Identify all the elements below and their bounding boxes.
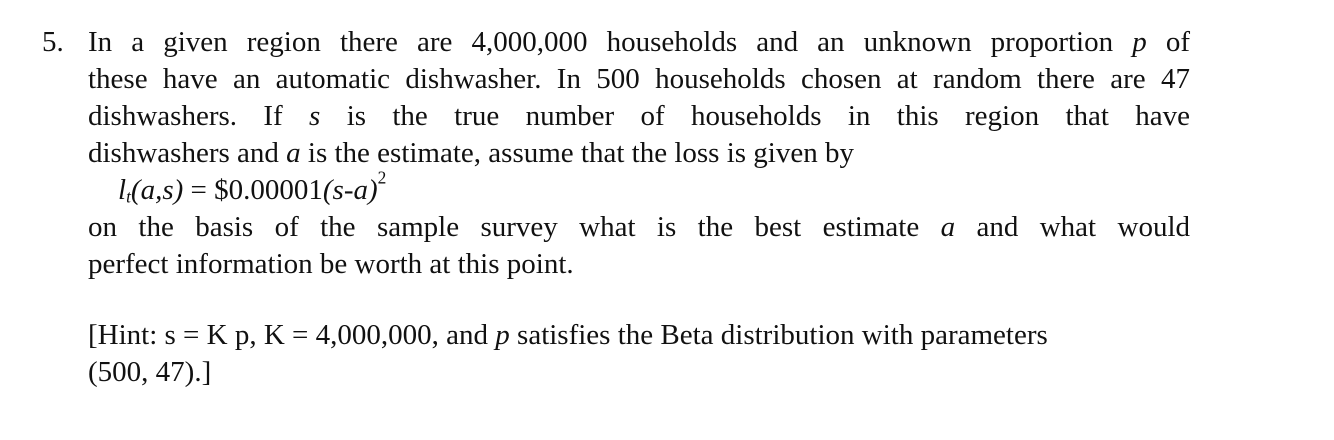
- line-1-end: of: [1165, 26, 1191, 58]
- var-s: s: [309, 100, 321, 132]
- problem-line-1: [88, 24, 1190, 61]
- line-1-text: In a given region there are 4,000,000 households and an unknown proportion: [88, 26, 1114, 58]
- var-a-2: a: [940, 211, 956, 243]
- formula-args: (a,s): [130, 174, 184, 206]
- hint-var-p: p: [495, 319, 510, 351]
- formula-exponent: 2: [377, 167, 387, 188]
- problem-line-4: [88, 135, 1190, 172]
- hint-line-2: (500, 47).]: [88, 356, 212, 388]
- line-3-end: is the true number of households in this region that have: [346, 100, 1191, 132]
- line-3-start: dishwashers. If: [88, 100, 283, 132]
- problem-text: [88, 24, 1190, 283]
- hint-line-1-end: satisfies the Beta distribution with parameters: [517, 319, 1048, 351]
- line-6-text: perfect information be worth at this point.: [88, 248, 574, 280]
- formula-expression: (s-a): [322, 174, 378, 206]
- formula-coefficient: = $0.00001: [183, 174, 323, 206]
- var-a: a: [286, 137, 301, 169]
- line-5-start: on the basis of the sample survey what is the best estimate: [88, 211, 920, 243]
- formula-subscript: t: [126, 186, 131, 207]
- line-5-end: and what would: [976, 211, 1190, 243]
- var-p: p: [1132, 26, 1147, 58]
- problem-line-6: [88, 246, 1190, 283]
- loss-formula: [88, 167, 1190, 209]
- problem-number: 5.: [42, 26, 64, 58]
- hint-text: [88, 317, 1208, 391]
- hint-line-1-start: [Hint: s = K p, K = 4,000,000, and: [88, 319, 489, 351]
- line-4-start: dishwashers and: [88, 137, 279, 169]
- problem-line-5: [88, 209, 1190, 246]
- line-2-text: these have an automatic dishwasher. In 500 households chosen at random there are 47: [88, 63, 1190, 95]
- problem-line-2: [88, 61, 1190, 98]
- hint-line-1: [88, 317, 1208, 354]
- problem-line-3: [88, 98, 1190, 135]
- formula-l: l: [118, 174, 127, 206]
- line-4-end: is the estimate, assume that the loss is given by: [307, 137, 854, 169]
